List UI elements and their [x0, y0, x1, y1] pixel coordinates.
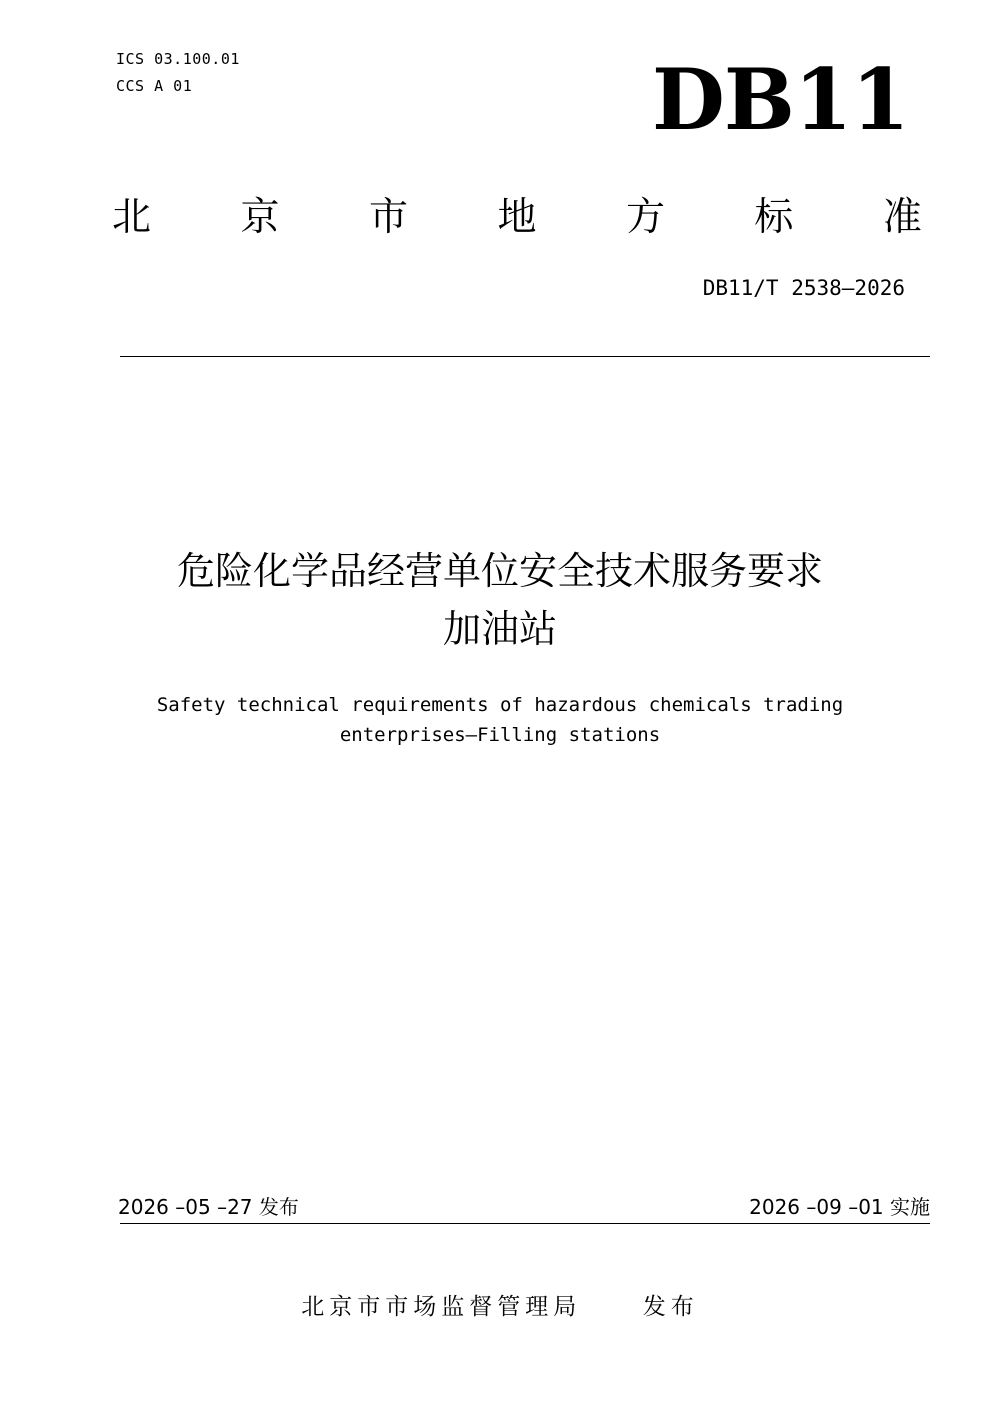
top-divider	[120, 356, 930, 357]
issue-date: 2026 –05 –27 发布	[118, 1195, 299, 1219]
chinese-title-line-1: 危险化学品经营单位安全技术服务要求	[176, 549, 823, 593]
english-title	[0, 690, 1000, 750]
chinese-title	[0, 542, 1000, 658]
issuer-line	[0, 1290, 1000, 1324]
ics-code: ICS 03.100.01	[116, 50, 240, 68]
standard-type-char: 准	[882, 195, 922, 240]
ccs-code: CCS A 01	[116, 77, 193, 95]
standard-number: DB11/T 2538—2026	[702, 276, 905, 300]
english-title-line-2: enterprises—Filling stations	[339, 724, 661, 746]
standard-type-char: 北	[112, 195, 152, 240]
issuer-action: 发布	[642, 1294, 699, 1320]
standard-logo: DB11	[652, 50, 909, 149]
issuer-name: 北京市市场监督管理局	[301, 1294, 582, 1320]
chinese-title-line-2: 加油站	[442, 607, 557, 651]
standard-type-char: 京	[240, 195, 280, 240]
standard-type-char: 地	[497, 195, 537, 240]
implementation-date: 2026 –09 –01 实施	[749, 1195, 930, 1219]
english-title-line-1: Safety technical requirements of hazardous chemicals trading	[156, 694, 844, 716]
standard-type-char: 标	[754, 195, 794, 240]
bottom-divider	[120, 1223, 930, 1224]
standard-type-char: 方	[625, 195, 665, 240]
standard-type-char: 市	[368, 195, 408, 240]
standard-type-heading	[112, 192, 922, 244]
